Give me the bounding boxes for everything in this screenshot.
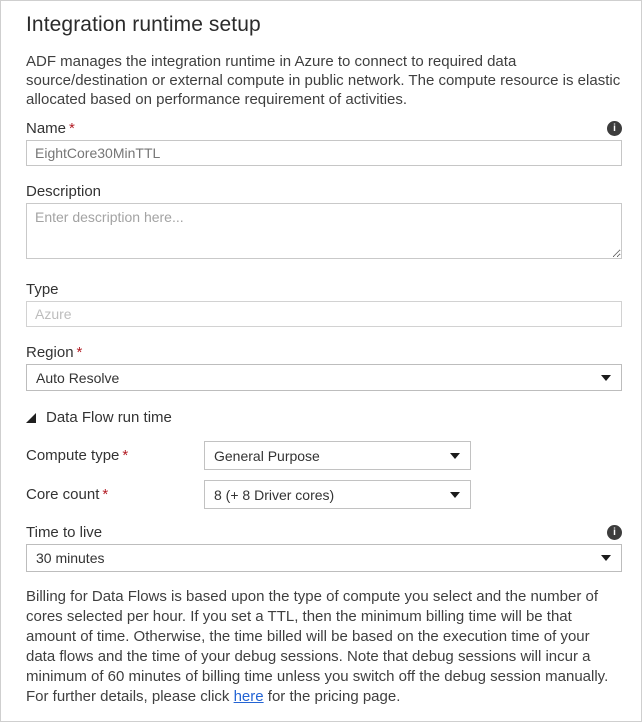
description-label: Description — [26, 183, 102, 200]
chevron-down-icon — [450, 453, 460, 459]
required-asterisk: * — [102, 486, 109, 503]
pricing-page-link[interactable]: here — [233, 688, 264, 705]
ttl-label-row — [26, 524, 622, 541]
ttl-dropdown[interactable] — [26, 544, 622, 572]
ttl-dropdown-value: 30 minutes — [36, 550, 105, 566]
info-icon[interactable]: i — [607, 525, 622, 540]
chevron-down-icon — [601, 375, 611, 381]
ttl-label: Time to live — [26, 524, 103, 541]
page-title: Integration runtime setup — [26, 13, 261, 36]
region-label-row — [26, 344, 622, 361]
core-count-row — [26, 480, 622, 509]
core-count-label: Core count * — [26, 486, 109, 503]
compute-type-row — [26, 441, 622, 470]
core-count-dropdown[interactable] — [204, 480, 471, 509]
region-label: Region * — [26, 344, 83, 361]
type-label: Type — [26, 281, 59, 298]
dataflow-runtime-section-toggle[interactable] — [26, 409, 622, 426]
collapse-triangle-icon — [26, 413, 36, 423]
compute-type-label: Compute type * — [26, 447, 129, 464]
core-count-dropdown-value: 8 (+ 8 Driver cores) — [214, 486, 335, 503]
billing-text-before: Billing for Data Flows is based upon the type of compute you select and the number of cores selected per hour. If you set a TTL, then the minimum billing time will be that amount of time. Otherwise, the time billed will be based on the execution time of your data flows and the time of your debug sessions. Note that debug sessions will incur a minimum of 60 minutes of billing time unless you switch off the debug session manually. For further details, please click — [26, 588, 609, 705]
description-label-row — [26, 183, 622, 200]
compute-type-dropdown[interactable] — [204, 441, 471, 470]
intro-text: ADF manages the integration runtime in Azure to connect to required data source/destination or external compute in public network. The compute resource is elastic allocated based on performance requirement of activities. — [26, 53, 621, 108]
region-dropdown[interactable] — [26, 364, 622, 391]
info-icon[interactable]: i — [607, 121, 622, 136]
description-textarea[interactable] — [26, 203, 622, 259]
chevron-down-icon — [450, 492, 460, 498]
chevron-down-icon — [601, 555, 611, 561]
compute-type-dropdown-value: General Purpose — [214, 447, 320, 464]
billing-text-after: for the pricing page. — [263, 688, 401, 705]
dataflow-runtime-section-title: Data Flow run time — [46, 409, 172, 426]
billing-note — [26, 587, 622, 707]
name-input[interactable] — [26, 140, 622, 166]
region-dropdown-value: Auto Resolve — [36, 369, 120, 386]
required-asterisk: * — [122, 447, 129, 464]
required-asterisk: * — [69, 120, 75, 137]
type-input — [26, 301, 622, 327]
name-label-row — [26, 120, 622, 137]
name-label: Name * — [26, 120, 75, 137]
required-asterisk: * — [76, 344, 83, 361]
type-label-row — [26, 281, 622, 298]
